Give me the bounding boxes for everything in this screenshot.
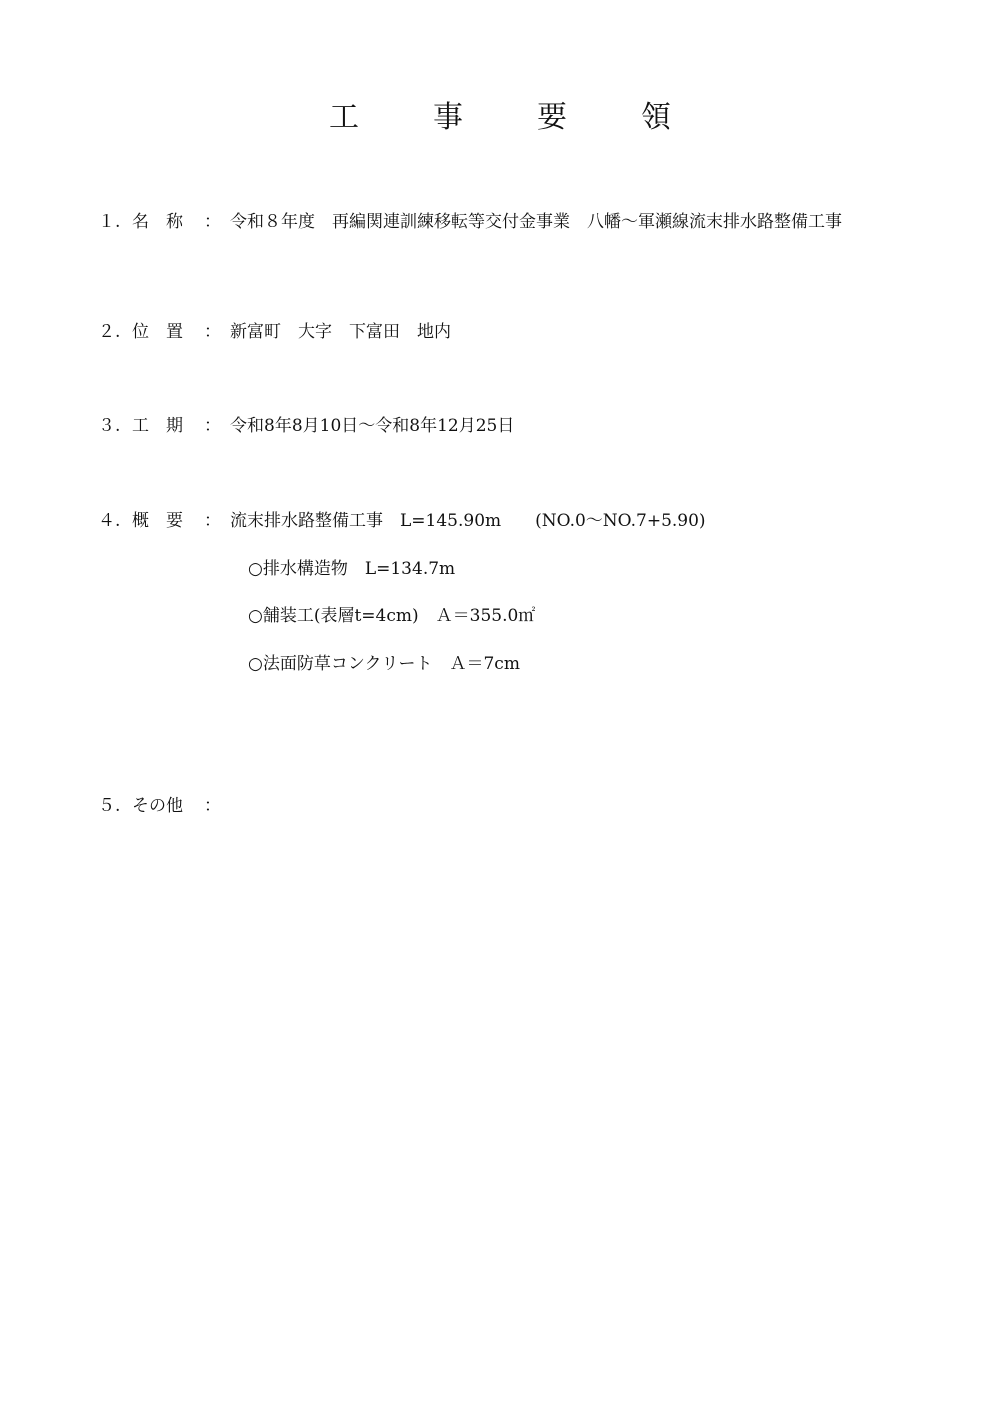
item-value: 新富町 大字 下富田 地内	[230, 322, 451, 342]
item-label: その他	[132, 796, 183, 816]
overview-detail: ○舗装工(表層t=4cm) Ａ＝355.0㎡	[248, 606, 536, 626]
item-label: 工 期	[132, 416, 183, 436]
item-label: 名 称	[132, 212, 183, 232]
item-colon: ：	[204, 796, 221, 816]
item-location	[98, 320, 451, 344]
item-other	[98, 794, 230, 818]
item-colon: ：	[204, 416, 221, 436]
item-number: ５.	[98, 796, 121, 816]
item-number: ２.	[98, 322, 121, 342]
overview-detail: ○法面防草コンクリート Ａ＝7cm	[248, 654, 520, 674]
item-label: 概 要	[132, 511, 183, 531]
item-label: 位 置	[132, 322, 183, 342]
item-name	[98, 210, 842, 234]
item-colon: ：	[204, 322, 221, 342]
item-value: 令和8年8月10日～令和8年12月25日	[230, 416, 515, 436]
item-colon: ：	[204, 212, 221, 232]
item-number: １.	[98, 212, 121, 232]
document-title: 工 事 要 領	[329, 100, 693, 135]
item-value: 流末排水路整備工事 L=145.90m (NO.0～NO.7+5.90)	[230, 511, 706, 531]
item-colon: ：	[204, 511, 221, 531]
item-period	[98, 414, 514, 438]
overview-detail: ○排水構造物 L=134.7m	[248, 559, 456, 579]
item-number: ４.	[98, 511, 121, 531]
item-value: 令和８年度 再編関連訓練移転等交付金事業 八幡～軍瀬線流末排水路整備工事	[230, 212, 842, 232]
item-number: ３.	[98, 416, 121, 436]
item-overview	[98, 509, 706, 533]
